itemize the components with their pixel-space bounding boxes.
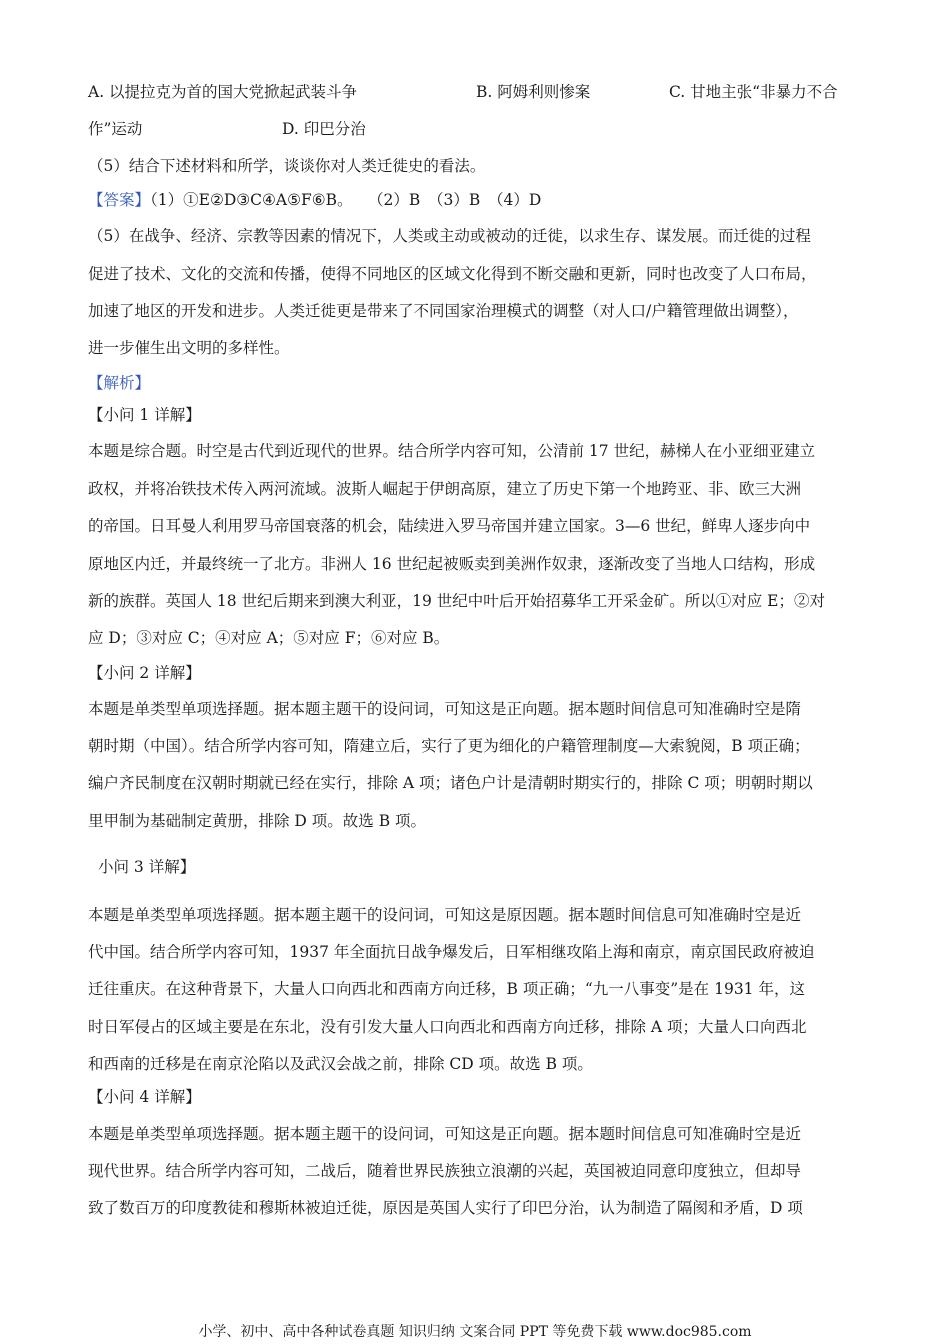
answer-line-3: 加速了地区的开发和进步。人类迁徙更是带来了不同国家治理模式的调整（对人口/户籍管理做出调整）， — [88, 302, 799, 320]
option-a: A. 以提拉克为首的国大党掀起武装斗争 — [88, 83, 358, 101]
analysis-tag: 【解析】 — [88, 374, 151, 392]
q2-line-2: 朝时期（中国）。结合所学内容可知，隋建立后，实行了更为细化的户籍管理制度—大索貌阅，B 项正确； — [88, 737, 810, 755]
q4-line-2: 现代世界。结合所学内容可知，二战后，随着世界民族独立浪潮的兴起，英国被迫同意印度独立，但却导 — [88, 1162, 802, 1180]
q1-heading: 【小问 1 详解】 — [88, 406, 201, 424]
answer-tag: 【答案】 — [88, 191, 151, 209]
q2-line-1: 本题是单类型单项选择题。据本题主题干的设问词，可知这是正向题。据本题时间信息可知准确时空是隋 — [88, 700, 802, 718]
q2-heading: 【小问 2 详解】 — [88, 664, 201, 682]
q1-line-1: 本题是综合题。时空是古代到近现代的世界。结合所学内容可知，公清前 17 世纪，赫梯人在小亚细亚建立 — [88, 442, 816, 460]
q1-line-3: 的帝国。日耳曼人利用罗马帝国衰落的机会，陆续进入罗马帝国并建立国家。3—6 世纪，鲜卑人逐步向中 — [88, 517, 811, 535]
q4-heading: 【小问 4 详解】 — [88, 1088, 201, 1106]
q3-line-1: 本题是单类型单项选择题。据本题主题干的设问词，可知这是原因题。据本题时间信息可知准确时空是近 — [88, 906, 802, 924]
answer-line-4: 进一步催生出文明的多样性。 — [88, 339, 290, 357]
q3-line-4: 时日军侵占的区域主要是在东北，没有引发大量人口向西北和西南方向迁移，排除 A 项；大量人口向西北 — [88, 1018, 807, 1036]
option-c-continued: 作”运动 — [88, 120, 143, 138]
option-c: C. 甘地主张“非暴力不合 — [669, 83, 838, 101]
q3-heading: 小问 3 详解】 — [98, 858, 196, 876]
q2-line-4: 里甲制为基础制定黄册，排除 D 项。故选 B 项。 — [88, 812, 427, 830]
q1-line-2: 政权，并将冶铁技术传入两河流域。波斯人崛起于伊朗高原，建立了历史下第一个地跨亚、非、欧三大洲 — [88, 480, 802, 498]
q3-line-5: 和西南的迁移是在南京沦陷以及武汉会战之前，排除 CD 项。故选 B 项。 — [88, 1055, 593, 1073]
q4-line-3: 致了数百万的印度教徒和穆斯林被迫迁徙，原因是英国人实行了印巴分治，认为制造了隔阂和矛盾，D 项 — [88, 1199, 803, 1217]
q1-line-6: 应 D；③对应 C；④对应 A；⑤对应 F；⑥对应 B。 — [88, 629, 450, 647]
option-d: D. 印巴分治 — [282, 120, 366, 138]
page-footer: 小学、初中、高中各种试卷真题 知识归纳 文案合同 PPT 等免费下载 www.doc985.com — [198, 1324, 752, 1340]
answer-line-1: （5）在战争、经济、宗教等因素的情况下，人类或主动或被动的迁徙，以求生存、谋发展。而迁徙的过程 — [88, 227, 811, 245]
answer-text: （1）①E②D③C④A⑤F⑥B。 （2）B （3）B （4）D — [150, 191, 542, 209]
question-5: （5）结合下述材料和所学，谈谈你对人类迁徙史的看法。 — [88, 157, 486, 175]
q3-line-3: 迁往重庆。在这种背景下，大量人口向西北和西南方向迁移，B 项正确；“九一八事变”是在 1931 年，这 — [88, 980, 805, 998]
option-b: B. 阿姆利则惨案 — [476, 83, 591, 101]
q4-line-1: 本题是单类型单项选择题。据本题主题干的设问词，可知这是正向题。据本题时间信息可知准确时空是近 — [88, 1125, 802, 1143]
q3-line-2: 代中国。结合所学内容可知，1937 年全面抗日战争爆发后，日军相继攻陷上海和南京，南京国民政府被迫 — [88, 943, 815, 961]
q2-line-3: 编户齐民制度在汉朝时期就已经在实行，排除 A 项；诸色户计是清朝时期实行的，排除 C 项；明朝时期以 — [88, 774, 813, 792]
answer-line — [88, 190, 541, 210]
q1-line-4: 原地区内迁，并最终统一了北方。非洲人 16 世纪起被贩卖到美洲作奴隶，逐渐改变了当地人口结构，形成 — [88, 555, 816, 573]
answer-line-2: 促进了技术、文化的交流和传播，使得不同地区的区域文化得到不断交融和更新，同时也改变了人口布局， — [88, 265, 817, 283]
q1-line-5: 新的族群。英国人 18 世纪后期来到澳大利亚，19 世纪中叶后开始招募华工开采金矿。所以①对应 E；②对 — [88, 592, 825, 610]
